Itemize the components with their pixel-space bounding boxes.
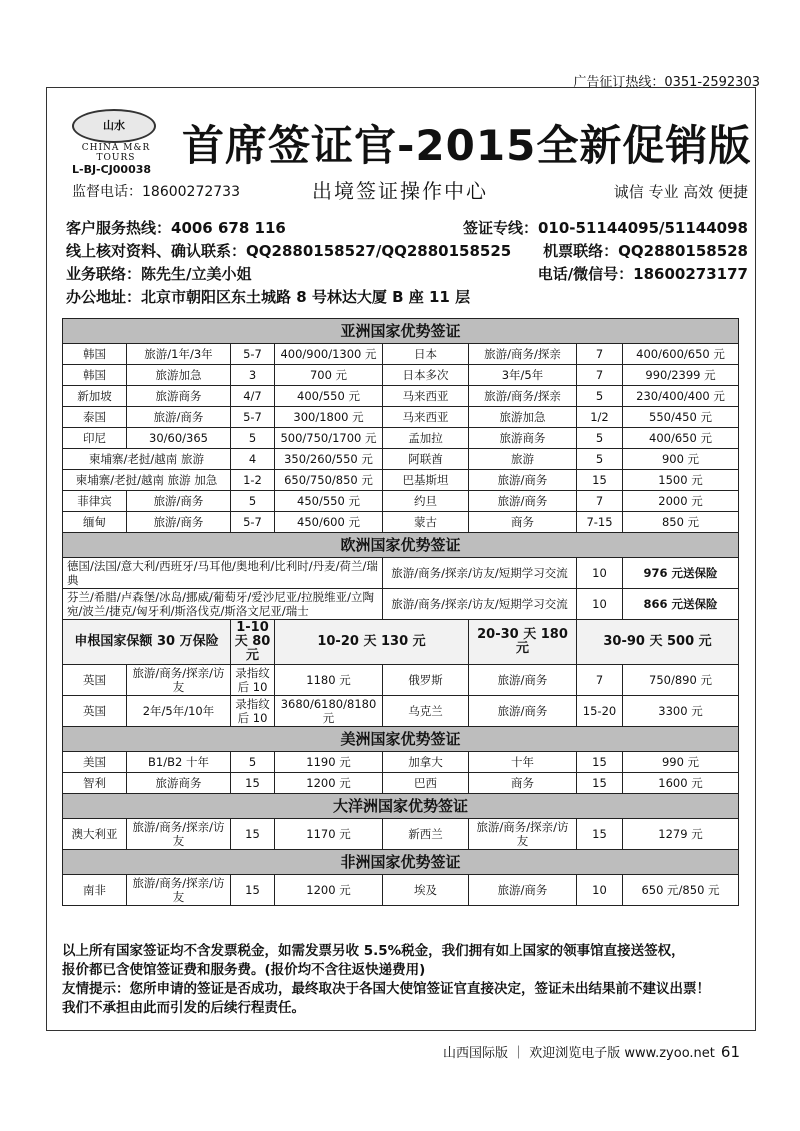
table-cell: 旅游/商务 — [127, 512, 231, 533]
visa-price-table — [62, 318, 739, 906]
table-cell: 韩国 — [63, 344, 127, 365]
table-cell: 韩国 — [63, 365, 127, 386]
table-row — [63, 344, 739, 365]
table-cell: 新西兰 — [383, 819, 469, 850]
table-cell: 阿联酋 — [383, 449, 469, 470]
table-cell: 30-90 天 500 元 — [577, 620, 739, 665]
note-line: 报价都已含使馆签证费和服务费。(报价均不含往返快递费用) — [62, 962, 426, 978]
section-header-europe: 欧洲国家优势签证 — [63, 533, 739, 558]
table-cell: 300/1800 元 — [275, 407, 383, 428]
table-cell: 旅游商务 — [469, 428, 577, 449]
table-cell: 500/750/1700 元 — [275, 428, 383, 449]
section-header-asia: 亚洲国家优势签证 — [63, 319, 739, 344]
table-row — [63, 449, 739, 470]
table-row — [63, 558, 739, 589]
table-cell: 旅游/商务/探亲 — [469, 344, 577, 365]
table-row — [63, 819, 739, 850]
table-cell: 加拿大 — [383, 752, 469, 773]
table-cell: 旅游商务 — [127, 386, 231, 407]
table-cell: 乌克兰 — [383, 696, 469, 727]
table-cell: 10-20 天 130 元 — [275, 620, 469, 665]
table-cell: 泰国 — [63, 407, 127, 428]
table-cell: 旅游/商务/探亲/访友/短期学习交流 — [383, 558, 577, 589]
license-code: L-BJ-CJ00038 — [72, 163, 152, 176]
table-cell: 旅游加急 — [469, 407, 577, 428]
table-row — [63, 512, 739, 533]
table-cell: 866 元送保险 — [623, 589, 739, 620]
insurance-row — [63, 620, 739, 665]
table-cell: 7-15 — [577, 512, 623, 533]
table-cell: 柬埔寨/老挝/越南 旅游 — [63, 449, 231, 470]
table-cell: 650/750/850 元 — [275, 470, 383, 491]
table-cell: 巴西 — [383, 773, 469, 794]
table-cell: 印尼 — [63, 428, 127, 449]
company-logo: 山水 — [72, 109, 156, 143]
table-cell: 10 — [577, 589, 623, 620]
brand-line2: TOURS — [96, 153, 136, 163]
section-row — [63, 727, 739, 752]
table-cell: 英国 — [63, 696, 127, 727]
table-cell: 3 — [231, 365, 275, 386]
table-cell: 3年/5年 — [469, 365, 577, 386]
page-number: 61 — [720, 1043, 740, 1061]
table-cell: 缅甸 — [63, 512, 127, 533]
table-row — [63, 773, 739, 794]
table-cell: 1200 元 — [275, 773, 383, 794]
section-row — [63, 319, 739, 344]
table-cell: 450/550 元 — [275, 491, 383, 512]
table-cell: 旅游/商务 — [127, 407, 231, 428]
table-cell: 7 — [577, 365, 623, 386]
table-cell: 5 — [577, 428, 623, 449]
table-cell: 南非 — [63, 875, 127, 906]
table-cell: 旅游/商务 — [469, 470, 577, 491]
table-cell: 旅游/商务 — [127, 491, 231, 512]
section-row — [63, 794, 739, 819]
table-cell: 巴基斯坦 — [383, 470, 469, 491]
table-cell: 旅游 — [469, 449, 577, 470]
table-row — [63, 470, 739, 491]
table-cell: 柬埔寨/老挝/越南 旅游 加急 — [63, 470, 231, 491]
table-cell: 芬兰/希腊/卢森堡/冰岛/挪威/葡萄牙/爱沙尼亚/拉脱维亚/立陶宛/波兰/捷克/匈牙利/斯洛伐克/斯洛文尼亚/瑞士 — [63, 589, 383, 620]
table-cell: 1200 元 — [275, 875, 383, 906]
table-cell: 十年 — [469, 752, 577, 773]
visa-line: 签证专线：010-51144095/51144098 — [462, 219, 748, 237]
table-cell: 990/2399 元 — [623, 365, 739, 386]
table-cell: 旅游商务 — [127, 773, 231, 794]
ticket-contact: 机票联络：QQ2880158528 — [543, 242, 748, 260]
section-header-africa: 非洲国家优势签证 — [63, 850, 739, 875]
table-cell: 日本 — [383, 344, 469, 365]
table-cell: 商务 — [469, 773, 577, 794]
table-cell: 旅游/商务/探亲/访友 — [127, 875, 231, 906]
table-cell: 7 — [577, 491, 623, 512]
table-cell: 7 — [577, 344, 623, 365]
table-cell: 2000 元 — [623, 491, 739, 512]
table-cell: 1-10 天 80 元 — [231, 620, 275, 665]
section-header-oceania: 大洋洲国家优势签证 — [63, 794, 739, 819]
table-cell: 旅游/商务/探亲/访友/短期学习交流 — [383, 589, 577, 620]
table-cell: 智利 — [63, 773, 127, 794]
table-cell: 900 元 — [623, 449, 739, 470]
table-row — [63, 386, 739, 407]
business-contact: 业务联络：陈先生/立美小姐 — [66, 265, 252, 283]
table-cell: 蒙古 — [383, 512, 469, 533]
phone-wechat: 电话/微信号：18600273177 — [537, 265, 748, 283]
table-cell: 15 — [231, 819, 275, 850]
table-cell: 1279 元 — [623, 819, 739, 850]
table-row — [63, 752, 739, 773]
table-cell: 15 — [577, 470, 623, 491]
note-line: 友情提示：您所申请的签证是否成功，最终取决于各国大使馆签证官直接决定，签证未出结果前不建议出票！ — [62, 981, 710, 997]
table-cell: 旅游/商务 — [469, 696, 577, 727]
table-cell: 5-7 — [231, 407, 275, 428]
table-cell: 400/600/650 元 — [623, 344, 739, 365]
ad-hotline: 广告征订热线：0351-2592303 — [573, 75, 760, 90]
table-cell: 5-7 — [231, 512, 275, 533]
table-cell: 15 — [577, 819, 623, 850]
visa-table-body — [63, 319, 739, 906]
table-cell: 美国 — [63, 752, 127, 773]
table-cell: 5 — [577, 386, 623, 407]
table-cell: 新加坡 — [63, 386, 127, 407]
supervise-phone: 监督电话：18600272733 — [72, 184, 240, 200]
table-cell: 2年/5年/10年 — [127, 696, 231, 727]
table-cell: 30/60/365 — [127, 428, 231, 449]
table-cell: 450/600 元 — [275, 512, 383, 533]
table-cell: 旅游/1年/3年 — [127, 344, 231, 365]
notes — [62, 942, 738, 1018]
footer — [443, 1042, 740, 1061]
table-cell: 澳大利亚 — [63, 819, 127, 850]
table-cell: 700 元 — [275, 365, 383, 386]
table-cell: 976 元送保险 — [623, 558, 739, 589]
table-cell: 旅游/商务/探亲 — [469, 386, 577, 407]
table-cell: 1/2 — [577, 407, 623, 428]
table-cell: 5 — [231, 428, 275, 449]
table-cell: 商务 — [469, 512, 577, 533]
table-cell: B1/B2 十年 — [127, 752, 231, 773]
table-cell: 旅游/商务/探亲/访友 — [127, 819, 231, 850]
table-cell: 10 — [577, 558, 623, 589]
brand-line1: CHINA M&R — [81, 143, 151, 153]
table-row — [63, 407, 739, 428]
table-cell: 4 — [231, 449, 275, 470]
subtitle: 出境签证操作中心 — [312, 179, 488, 203]
table-cell: 日本多次 — [383, 365, 469, 386]
page-title: 首席签证官-2015全新促销版 — [182, 121, 752, 170]
table-row — [63, 696, 739, 727]
table-cell: 俄罗斯 — [383, 665, 469, 696]
table-cell: 1190 元 — [275, 752, 383, 773]
table-cell: 旅游加急 — [127, 365, 231, 386]
table-cell: 旅游/商务 — [469, 665, 577, 696]
table-cell: 230/400/400 元 — [623, 386, 739, 407]
table-cell: 约旦 — [383, 491, 469, 512]
table-cell: 15 — [231, 875, 275, 906]
table-cell: 英国 — [63, 665, 127, 696]
table-cell: 3300 元 — [623, 696, 739, 727]
table-cell: 990 元 — [623, 752, 739, 773]
table-cell: 400/900/1300 元 — [275, 344, 383, 365]
table-cell: 1500 元 — [623, 470, 739, 491]
table-cell: 550/450 元 — [623, 407, 739, 428]
table-row — [63, 589, 739, 620]
online-check: 线上核对资料、确认联系：QQ2880158527/QQ2880158525 — [66, 242, 512, 260]
table-cell: 400/550 元 — [275, 386, 383, 407]
footer-text: 山西国际版 ｜ 欢迎浏览电子版 www.zyoo.net — [443, 1046, 715, 1061]
table-cell: 菲律宾 — [63, 491, 127, 512]
table-cell: 15 — [577, 752, 623, 773]
section-row — [63, 850, 739, 875]
table-cell: 马来西亚 — [383, 386, 469, 407]
table-cell: 7 — [577, 665, 623, 696]
table-cell: 850 元 — [623, 512, 739, 533]
table-row — [63, 491, 739, 512]
header — [62, 95, 752, 310]
table-cell: 5 — [231, 491, 275, 512]
table-cell: 旅游/商务/探亲/访友 — [469, 819, 577, 850]
slogan: 诚信 专业 高效 便捷 — [613, 183, 748, 201]
service-hotline: 客户服务热线：4006 678 116 — [66, 219, 286, 237]
table-cell: 1170 元 — [275, 819, 383, 850]
table-cell: 350/260/550 元 — [275, 449, 383, 470]
table-cell: 申根国家保额 30 万保险 — [63, 620, 231, 665]
table-cell: 马来西亚 — [383, 407, 469, 428]
table-row — [63, 365, 739, 386]
brand-name — [66, 143, 166, 163]
table-cell: 埃及 — [383, 875, 469, 906]
table-cell: 3680/6180/8180 元 — [275, 696, 383, 727]
table-cell: 15 — [231, 773, 275, 794]
table-cell: 旅游/商务/探亲/访友 — [127, 665, 231, 696]
table-cell: 750/890 元 — [623, 665, 739, 696]
note-line: 以上所有国家签证均不含发票税金，如需发票另收 5.5%税金，我们拥有如上国家的领事馆直接送签权， — [62, 943, 685, 959]
table-cell: 5-7 — [231, 344, 275, 365]
table-cell: 德国/法国/意大利/西班牙/马耳他/奥地利/比利时/丹麦/荷兰/瑞典 — [63, 558, 383, 589]
table-cell: 孟加拉 — [383, 428, 469, 449]
table-cell: 4/7 — [231, 386, 275, 407]
table-row — [63, 875, 739, 906]
table-cell: 1600 元 — [623, 773, 739, 794]
table-cell: 旅游/商务 — [469, 491, 577, 512]
section-header-america: 美洲国家优势签证 — [63, 727, 739, 752]
table-cell: 5 — [231, 752, 275, 773]
table-cell: 录指纹后 10 — [231, 665, 275, 696]
table-row — [63, 665, 739, 696]
table-cell: 400/650 元 — [623, 428, 739, 449]
office-address: 办公地址：北京市朝阳区东土城路 8 号林达大厦 B 座 11 层 — [66, 288, 471, 306]
table-cell: 15 — [577, 773, 623, 794]
table-row — [63, 428, 739, 449]
table-cell: 10 — [577, 875, 623, 906]
table-cell: 录指纹后 10 — [231, 696, 275, 727]
table-cell: 15-20 — [577, 696, 623, 727]
table-cell: 旅游/商务 — [469, 875, 577, 906]
table-cell: 5 — [577, 449, 623, 470]
table-cell: 1-2 — [231, 470, 275, 491]
table-cell: 650 元/850 元 — [623, 875, 739, 906]
section-row — [63, 533, 739, 558]
note-line: 我们不承担由此而引发的后续行程责任。 — [62, 1000, 305, 1016]
table-cell: 20-30 天 180 元 — [469, 620, 577, 665]
table-cell: 1180 元 — [275, 665, 383, 696]
